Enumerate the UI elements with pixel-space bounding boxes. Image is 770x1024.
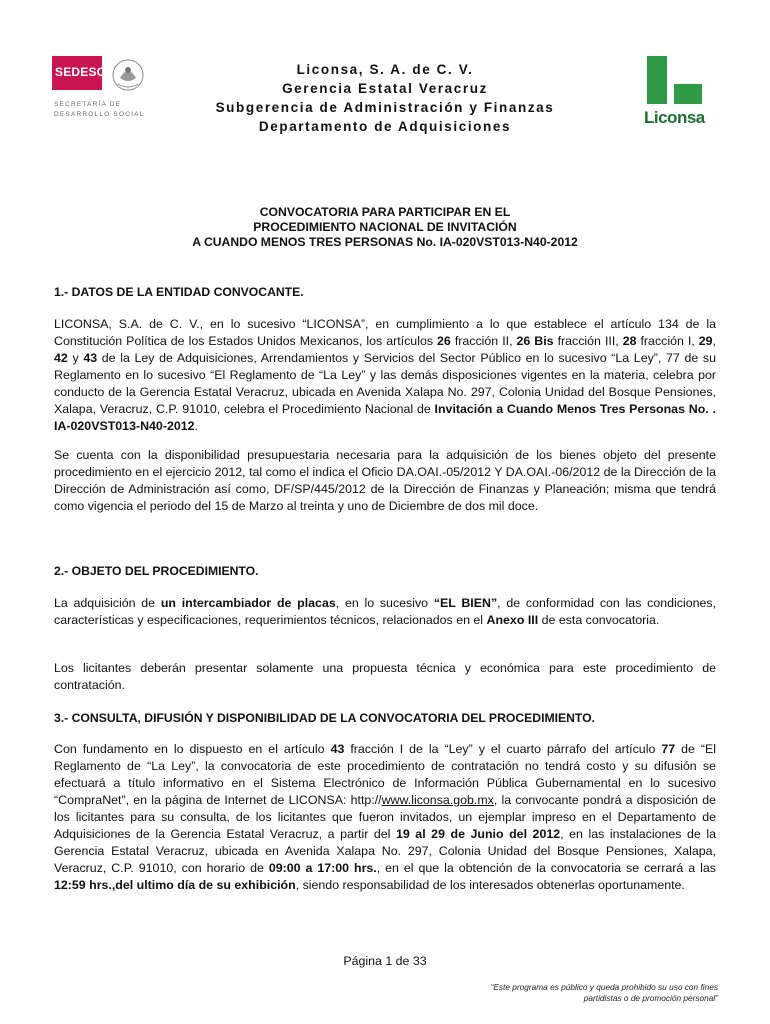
section1-paragraph2-text: Se cuenta con la disponibilidad presupuestaria necesaria para la adquisición de los bienes objeto del presente procedimiento en el ejercicio 2012, tal como el indica el Oficio DA.OAI.-05/2012 Y DA.OAI.-06/2012 de la Dirección de la Dirección de Administración así como, DF/SP/445/2012 de la Dirección de Finanzas y Planeación; misma que tendrá como vigencia el periodo del 15 de Marzo al treinta y uno de Diciembre de dos mil doce. [54, 448, 716, 513]
sedesol-logo [52, 56, 152, 132]
section1-paragraph2 [54, 447, 716, 515]
section2-title: 2.- OBJETO DEL PROCEDIMIENTO. [54, 564, 259, 578]
footer-disclaimer [440, 982, 718, 1004]
convocatoria-title-line2: PROCEDIMIENTO NACIONAL DE INVITACIÓN [253, 220, 517, 234]
sedesol-subtitle-line2: DESARROLLO SOCIAL [54, 111, 145, 118]
section3-title: 3.- CONSULTA, DIFUSIÓN Y DISPONIBILIDAD DE LA CONVOCATORIA DEL PROCEDIMIENTO. [54, 711, 596, 725]
header-title [160, 60, 610, 136]
sedesol-subtitle [54, 100, 150, 120]
section2-paragraph2 [54, 660, 716, 694]
section2-paragraph1: La adquisición de un intercambiador de placas, en lo sucesivo “EL BIEN”, de conformidad con las condiciones, características y especificaciones, requerimientos técnicos, relacionados en el Anexo III de esta convocatoria. [54, 596, 717, 627]
header-title-line4: Departamento de Adquisiciones [258, 119, 512, 134]
convocatoria-title [100, 205, 670, 250]
header-title-line1: Liconsa, S. A. de C. V. [296, 62, 474, 77]
section2-paragraph2-text: Los licitantes deberán presentar solamente una propuesta técnica y económica para este procedimiento de contratación. [54, 661, 716, 692]
sedesol-logo-text: SEDESOL [55, 65, 114, 79]
mexico-seal-icon [108, 58, 148, 92]
footer-disclaimer-line1: “Este programa es público y queda prohibido su uso con fines [490, 982, 718, 992]
header-title-line3: Subgerencia de Administración y Finanzas [215, 100, 555, 115]
convocatoria-title-line1: CONVOCATORIA PARA PARTICIPAR EN EL [259, 205, 511, 219]
footer-disclaimer-line2: partidistas o de promoción personal” [583, 993, 718, 1003]
section1-paragraph1: LICONSA, S.A. de C. V., en lo sucesivo “LICONSA”, en cumplimiento a lo que establece el artículo 134 de la Constitución Política de los Estados Unidos Mexicanos, los artículos 26 fracción II, 26 Bis fracción III, 28 fracción I, 29, 42 y 43 de la Ley de Adquisiciones, Arrendamientos y Servicios del Sector Público en lo sucesivo “La Ley”, 77 de su Reglamento en lo sucesivo “El Reglamento de “La Ley” y las demás disposiciones vigentes en la materia, celebra por conducto de la Gerencia Estatal Veracruz, ubicada en Avenida Xalapa No. 297, Colonia Unidad del Bosque Pensiones, Xalapa, Veracruz, C.P. 91010, celebra el Procedimiento Nacional de Invitación a Cuando Menos Tres Personas No. . IA-020VST013-N40-2012. [54, 317, 716, 433]
liconsa-logo-bar-short [674, 84, 702, 104]
liconsa-logo-text: Liconsa [644, 108, 705, 127]
sedesol-subtitle-line1: SECRETARÍA DE [54, 101, 122, 108]
liconsa-logo-bar-tall [647, 56, 667, 104]
liconsa-website-link[interactable]: www.liconsa.gob.mx [381, 793, 494, 807]
page-number: Página 1 de 33 [343, 954, 427, 968]
section1-title: 1.- DATOS DE LA ENTIDAD CONVOCANTE. [54, 285, 304, 299]
sedesol-red-block [52, 56, 114, 90]
convocatoria-title-line3: A CUANDO MENOS TRES PERSONAS No. IA-020VST013-N40-2012 [192, 235, 578, 249]
section3-paragraph1: Con fundamento en lo dispuesto en el artículo 43 fracción I de la “Ley” y el cuarto párrafo del artículo 77 de “El Reglamento de “La Ley”, la convocatoria de este procedimiento de contratación no tendrá costo y su difusión se efectuará a título informativo en el Sistema Electrónico de Información Pública Gubernamental en lo sucesivo “CompraNet”, en la página de Internet de LICONSA: http://www.liconsa.gob.mx, la convocante pondrá a disposición de los licitantes para su consulta, de los licitantes que fueron invitados, un ejemplar impreso en el Departamento de Adquisiciones de la Gerencia Estatal Veracruz, a partir del 19 al 29 de Junio del 2012, en las instalaciones de la Gerencia Estatal Veracruz, ubicada en Avenida Xalapa No. 297, Colonia Unidad del Bosque Pensiones, Xalapa, Veracruz, C.P. 91010, con horario de 09:00 a 17:00 hrs., en el que la obtención de la convocatoria se cerrará a las 12:59 hrs.,del ultimo día de su exhibición, siendo responsabilidad de los interesados obtenerlas oportunamente. [54, 742, 717, 892]
header-title-line2: Gerencia Estatal Veracruz [282, 81, 488, 96]
liconsa-logo [644, 56, 708, 128]
